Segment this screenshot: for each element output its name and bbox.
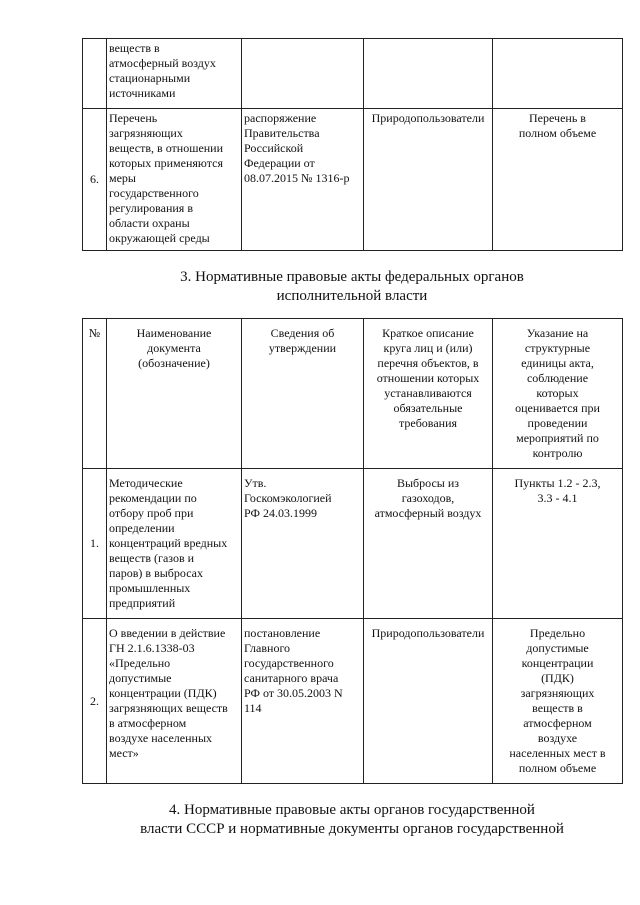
structural-units: Предельно допустимые концентрации (ПДК) загрязняющих веществ в атмосферном воздухе населенных мест в полном объеме	[493, 619, 623, 784]
document-name: Перечень загрязняющих веществ, в отношении которых применяются меры государственного регулирования в области охраны окружающей среды	[107, 109, 242, 251]
header-structural-units: Указание на структурные единицы акта, соблюдение которых оценивается при проведении мероприятий по контролю	[493, 319, 623, 469]
row-number: 1.	[83, 469, 107, 619]
structural-units: Перечень в полном объеме	[493, 109, 623, 251]
row-number: 6.	[83, 109, 107, 251]
approval-info	[242, 39, 364, 109]
row-number	[83, 39, 107, 109]
table-row	[83, 109, 623, 251]
table-row	[83, 619, 623, 784]
row-number: 2.	[83, 619, 107, 784]
table-section-3	[82, 318, 623, 784]
approval-info: постановление Главного государственного санитарного врача РФ от 30.05.2003 N 114	[242, 619, 364, 784]
approval-info: Утв. Госкомэкологией РФ 24.03.1999	[242, 469, 364, 619]
table-row	[83, 469, 623, 619]
document-name: О введении в действие ГН 2.1.6.1338-03 «Предельно допустимые концентрации (ПДК) загрязняющих веществ в атмосферном воздухе населенных мест»	[107, 619, 242, 784]
structural-units: Пункты 1.2 - 2.3, 3.3 - 4.1	[493, 469, 623, 619]
document-name: веществ в атмосферный воздух стационарными источниками	[107, 39, 242, 109]
header-persons-description: Краткое описание круга лиц и (или) перечня объектов, в отношении которых устанавливаются обязательные требования	[364, 319, 493, 469]
approval-info: распоряжение Правительства Российской Федерации от 08.07.2015 № 1316-р	[242, 109, 364, 251]
section-3-heading: 3. Нормативные правовые акты федеральных органов исполнительной власти	[180, 269, 524, 304]
table-part-2-tail	[82, 38, 623, 251]
table-row	[83, 39, 623, 109]
persons-description	[364, 39, 493, 109]
table-header-row	[83, 319, 623, 469]
structural-units	[493, 39, 623, 109]
header-document-name: Наименование документа (обозначение)	[107, 319, 242, 469]
persons-description: Природопользователи	[364, 619, 493, 784]
document-name: Методические рекомендации по отбору проб при определении концентраций вредных веществ (газов и паров) в выбросах промышленных предприятий	[107, 469, 242, 619]
persons-description: Природопользователи	[364, 109, 493, 251]
section-4-heading: 4. Нормативные правовые акты органов государственной власти СССР и нормативные документы органов государственной	[140, 802, 564, 837]
persons-description: Выбросы из газоходов, атмосферный воздух	[364, 469, 493, 619]
header-approval-info: Сведения об утверждении	[242, 319, 364, 469]
header-number: №	[83, 319, 107, 469]
